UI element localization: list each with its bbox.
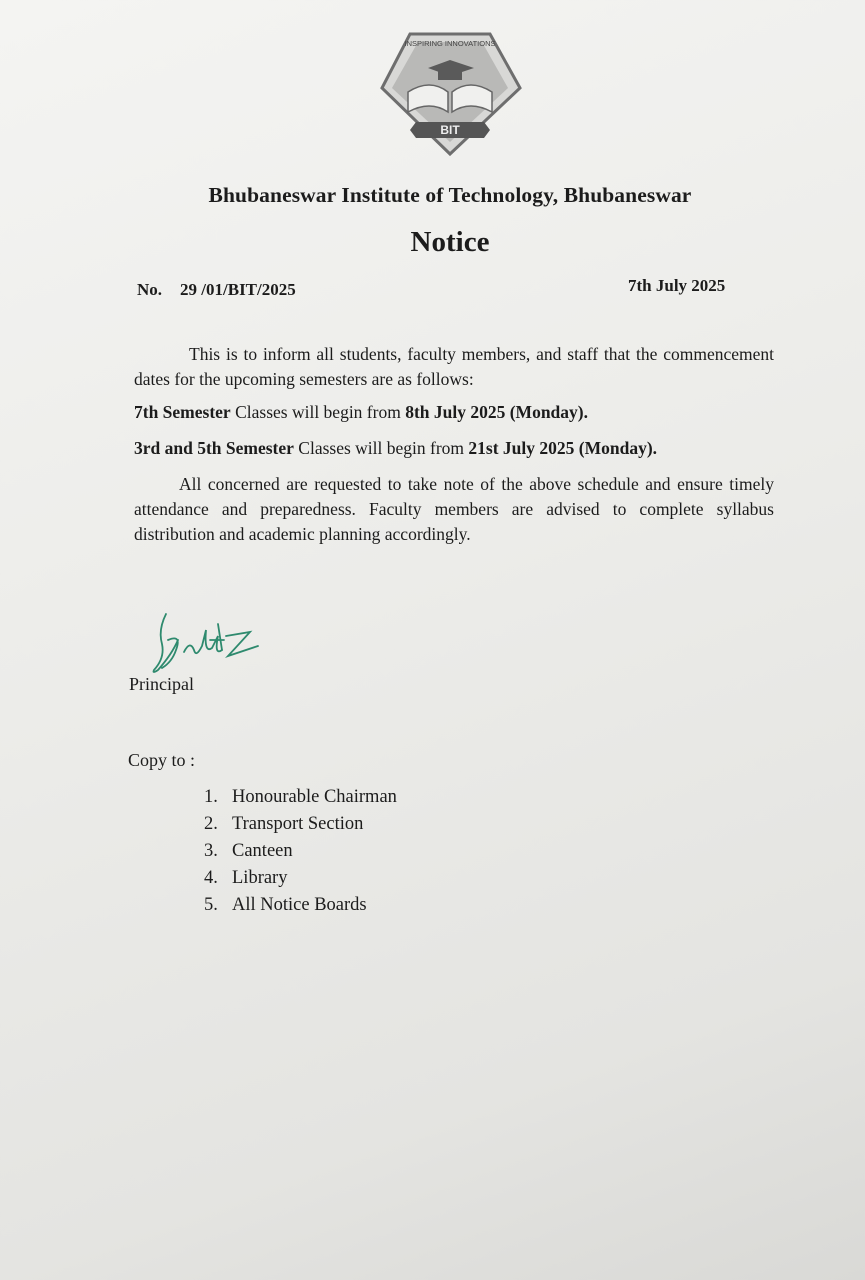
notice-date: 7th July 2025 [628, 276, 726, 295]
semester-name: 7th Semester [134, 402, 231, 422]
copy-to-label: Copy to : [128, 750, 196, 770]
schedule-line [134, 402, 588, 423]
item-number: 3. [204, 841, 218, 861]
list-item [204, 838, 397, 865]
list-item [204, 784, 397, 811]
start-date: 21st July 2025 (Monday). [468, 438, 658, 458]
reference-label: No. [137, 280, 163, 299]
start-date: 8th July 2025 (Monday). [405, 402, 588, 422]
list-item [204, 892, 397, 919]
closing-paragraph: All concerned are requested to take note of the above schedule and ensure timely attendance and preparedness. Faculty members are advised to complete syllabus distribution and academic planning accordingly. [134, 474, 774, 544]
institution-name: Bhubaneswar Institute of Technology, Bhubaneswar [208, 183, 692, 207]
bit-logo [378, 30, 523, 160]
logo-tagline: INSPIRING INNOVATIONS [404, 39, 496, 48]
item-text: Library [232, 868, 288, 888]
logo-abbr: BIT [440, 123, 460, 137]
item-text: Canteen [232, 841, 293, 861]
principal-signature [148, 610, 278, 676]
item-number: 2. [204, 814, 218, 834]
item-number: 4. [204, 868, 218, 888]
item-number: 1. [204, 787, 218, 807]
list-item [204, 811, 397, 838]
item-text: Honourable Chairman [232, 787, 397, 807]
copy-to-list [204, 784, 397, 919]
page-title: Notice [410, 226, 490, 258]
list-item [204, 865, 397, 892]
schedule-text: Classes will begin from [298, 438, 465, 458]
item-number: 5. [204, 895, 218, 915]
item-text: All Notice Boards [232, 895, 367, 915]
reference-number [137, 280, 296, 300]
schedule-line [134, 438, 657, 459]
schedule-text: Classes will begin from [235, 402, 401, 422]
semester-name: 3rd and 5th Semester [134, 438, 294, 458]
intro-paragraph: This is to inform all students, faculty members, and staff that the commencement dates for the upcoming semesters are as follows: [134, 344, 774, 389]
reference-value: 29 /01/BIT/2025 [180, 280, 296, 299]
item-text: Transport Section [232, 814, 364, 834]
signatory: Principal [129, 674, 194, 694]
